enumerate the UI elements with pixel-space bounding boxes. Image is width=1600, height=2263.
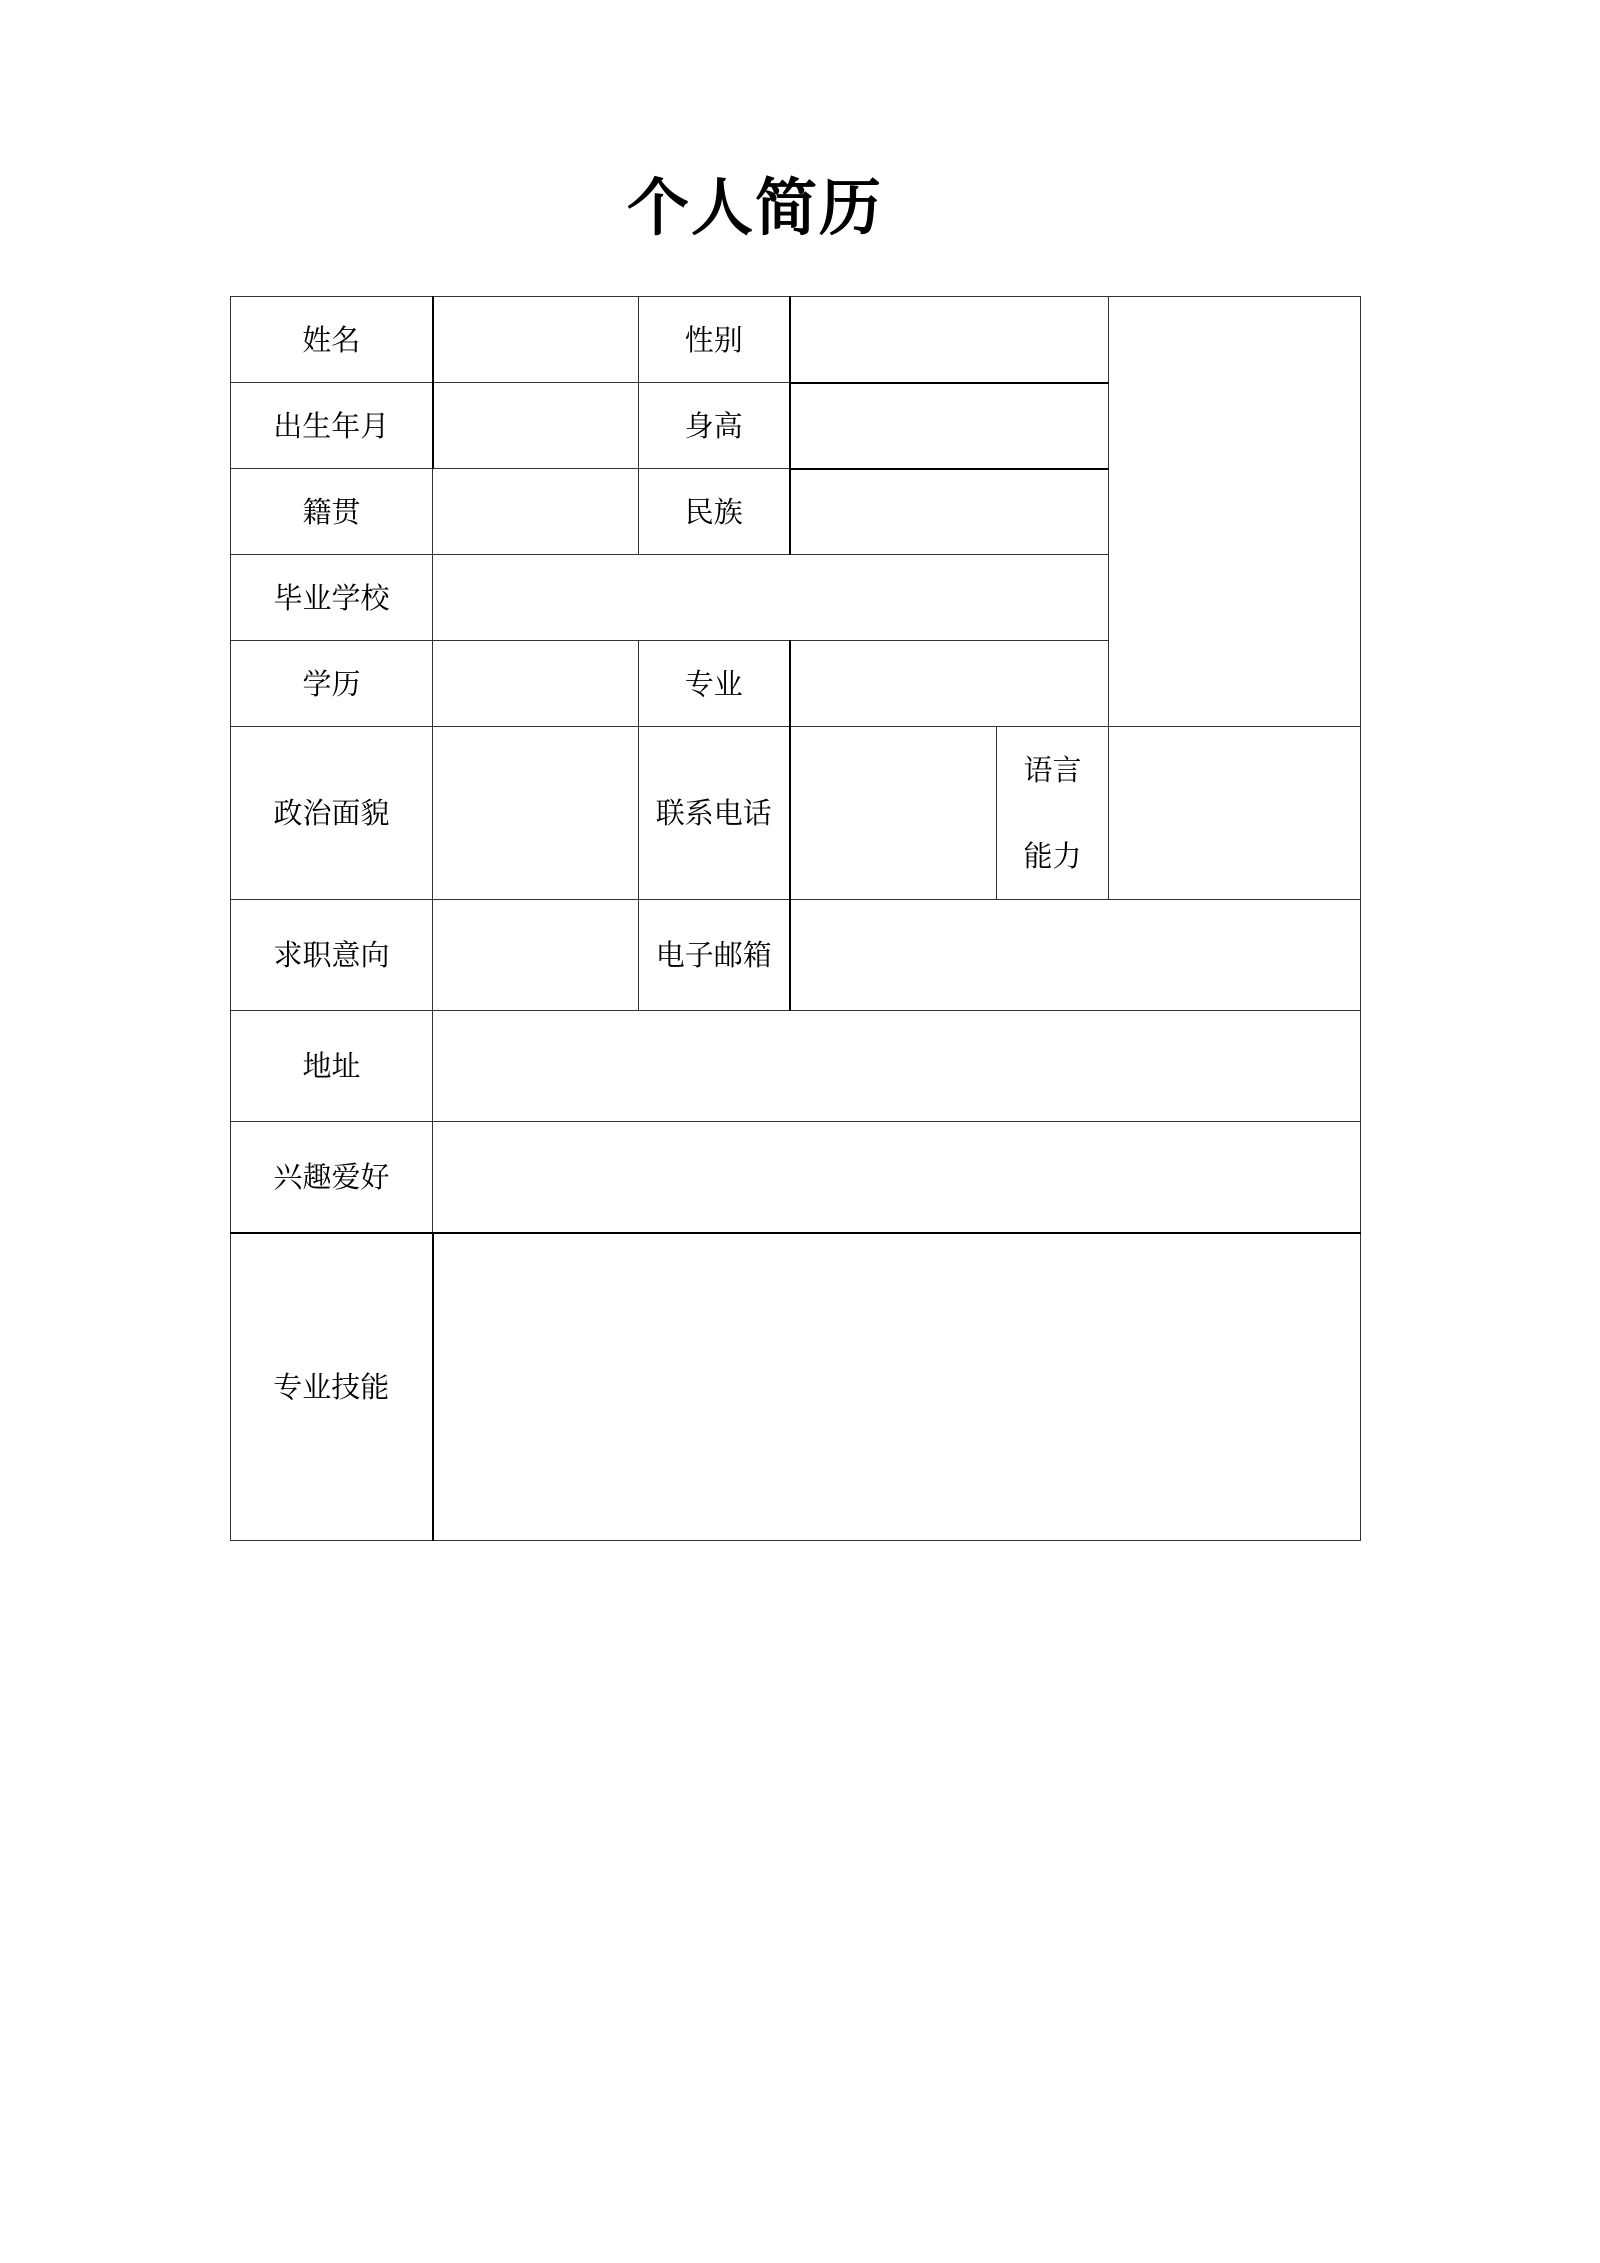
education-field[interactable] — [433, 641, 639, 727]
photo-area[interactable] — [1109, 297, 1361, 727]
skills-field[interactable] — [433, 1233, 1361, 1541]
gender-label: 性别 — [639, 297, 790, 383]
height-field[interactable] — [790, 383, 1109, 469]
education-label: 学历 — [231, 641, 433, 727]
major-label: 专业 — [639, 641, 790, 727]
ethnicity-field[interactable] — [790, 469, 1109, 555]
phone-label: 联系电话 — [639, 727, 790, 900]
phone-field[interactable] — [790, 727, 997, 900]
school-label: 毕业学校 — [231, 555, 433, 641]
native-place-label: 籍贯 — [231, 469, 433, 555]
email-label: 电子邮箱 — [639, 900, 790, 1011]
ethnicity-label: 民族 — [639, 469, 790, 555]
address-label: 地址 — [231, 1011, 433, 1122]
birth-field[interactable] — [433, 383, 639, 469]
school-field[interactable] — [433, 555, 1109, 641]
gender-field[interactable] — [790, 297, 1109, 383]
language-label — [997, 727, 1109, 900]
native-place-field[interactable] — [433, 469, 639, 555]
hobbies-label: 兴趣爱好 — [231, 1122, 433, 1233]
name-label: 姓名 — [231, 297, 433, 383]
political-status-label: 政治面貌 — [231, 727, 433, 900]
birth-label: 出生年月 — [231, 383, 433, 469]
major-field[interactable] — [790, 641, 1109, 727]
email-field[interactable] — [790, 900, 1361, 1011]
height-label: 身高 — [639, 383, 790, 469]
job-intention-label: 求职意向 — [231, 900, 433, 1011]
language-label-line-1: 语言 — [1023, 753, 1082, 787]
page-title: 个人简历 — [626, 171, 883, 244]
language-label-line-2: 能力 — [1023, 839, 1082, 873]
name-field[interactable] — [433, 297, 639, 383]
language-field[interactable] — [1109, 727, 1361, 900]
political-status-field[interactable] — [433, 727, 639, 900]
hobbies-field[interactable] — [433, 1122, 1361, 1233]
skills-label: 专业技能 — [231, 1233, 433, 1541]
job-intention-field[interactable] — [433, 900, 639, 1011]
address-field[interactable] — [433, 1011, 1361, 1122]
resume-table — [230, 296, 1361, 1541]
